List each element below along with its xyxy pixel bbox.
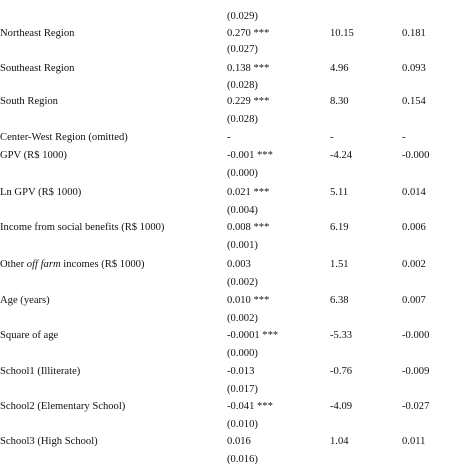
marginal-effect: 0.006 xyxy=(402,222,426,233)
t-statistic: 6.19 xyxy=(330,222,349,233)
t-statistic: -4.09 xyxy=(330,401,353,412)
coefficient: -0.0001 *** xyxy=(227,330,279,341)
standard-error: (0.027) xyxy=(227,44,258,55)
coefficient: 0.021 *** xyxy=(227,187,270,198)
marginal-effect: -0.000 xyxy=(402,150,430,161)
marginal-effect: 0.154 xyxy=(402,96,426,107)
standard-error: (0.028) xyxy=(227,114,258,125)
variable-name: Other off farm incomes (R$ 1000) xyxy=(0,259,145,270)
variable-name: Age (years) xyxy=(0,295,50,306)
coefficient: -0.013 xyxy=(227,366,255,377)
variable-name: Income from social benefits (R$ 1000) xyxy=(0,222,165,233)
standard-error: (0.010) xyxy=(227,419,258,430)
t-statistic: 6.38 xyxy=(330,295,349,306)
marginal-effect: -0.027 xyxy=(402,401,430,412)
standard-error: (0.002) xyxy=(227,277,258,288)
standard-error: (0.004) xyxy=(227,205,258,216)
marginal-effect: 0.002 xyxy=(402,259,426,270)
marginal-effect: 0.093 xyxy=(402,63,426,74)
standard-error: (0.000) xyxy=(227,168,258,179)
variable-name: Center-West Region (omitted) xyxy=(0,132,128,143)
coefficient: 0.010 *** xyxy=(227,295,270,306)
t-statistic: 5.11 xyxy=(330,187,349,198)
coefficient: - xyxy=(227,132,231,143)
standard-error: (0.029) xyxy=(227,11,258,22)
variable-name: School3 (High School) xyxy=(0,436,98,447)
coefficient: 0.003 xyxy=(227,259,251,270)
t-statistic: 4.96 xyxy=(330,63,349,74)
variable-name: Northeast Region xyxy=(0,28,75,39)
marginal-effect: 0.007 xyxy=(402,295,426,306)
standard-error: (0.001) xyxy=(227,240,258,251)
t-statistic: -4.24 xyxy=(330,150,353,161)
variable-name: Southeast Region xyxy=(0,63,75,74)
t-statistic: 10.15 xyxy=(330,28,354,39)
coefficient: 0.138 *** xyxy=(227,63,270,74)
marginal-effect: - xyxy=(402,132,406,143)
marginal-effect: -0.009 xyxy=(402,366,430,377)
coefficient: 0.270 *** xyxy=(227,28,270,39)
coefficient: 0.016 xyxy=(227,436,251,447)
standard-error: (0.028) xyxy=(227,80,258,91)
coefficient: -0.001 *** xyxy=(227,150,273,161)
italic-term: off farm xyxy=(26,259,61,270)
coefficient: 0.008 *** xyxy=(227,222,270,233)
t-statistic: 1.04 xyxy=(330,436,349,447)
variable-name: Ln GPV (R$ 1000) xyxy=(0,187,82,198)
coefficient: 0.229 *** xyxy=(227,96,270,107)
marginal-effect: 0.181 xyxy=(402,28,426,39)
t-statistic: 8.30 xyxy=(330,96,349,107)
t-statistic: -5.33 xyxy=(330,330,353,341)
marginal-effect: 0.011 xyxy=(402,436,426,447)
variable-name: GPV (R$ 1000) xyxy=(0,150,67,161)
standard-error: (0.016) xyxy=(227,454,258,465)
variable-name: South Region xyxy=(0,96,58,107)
t-statistic: - xyxy=(330,132,334,143)
standard-error: (0.000) xyxy=(227,348,258,359)
variable-name: School1 (Illiterate) xyxy=(0,366,81,377)
standard-error: (0.002) xyxy=(227,313,258,324)
marginal-effect: 0.014 xyxy=(402,187,426,198)
marginal-effect: -0.000 xyxy=(402,330,430,341)
t-statistic: -0.76 xyxy=(330,366,353,377)
t-statistic: 1.51 xyxy=(330,259,349,270)
variable-name: School2 (Elementary School) xyxy=(0,401,126,412)
coefficient: -0.041 *** xyxy=(227,401,273,412)
standard-error: (0.017) xyxy=(227,384,258,395)
variable-name: Square of age xyxy=(0,330,59,341)
